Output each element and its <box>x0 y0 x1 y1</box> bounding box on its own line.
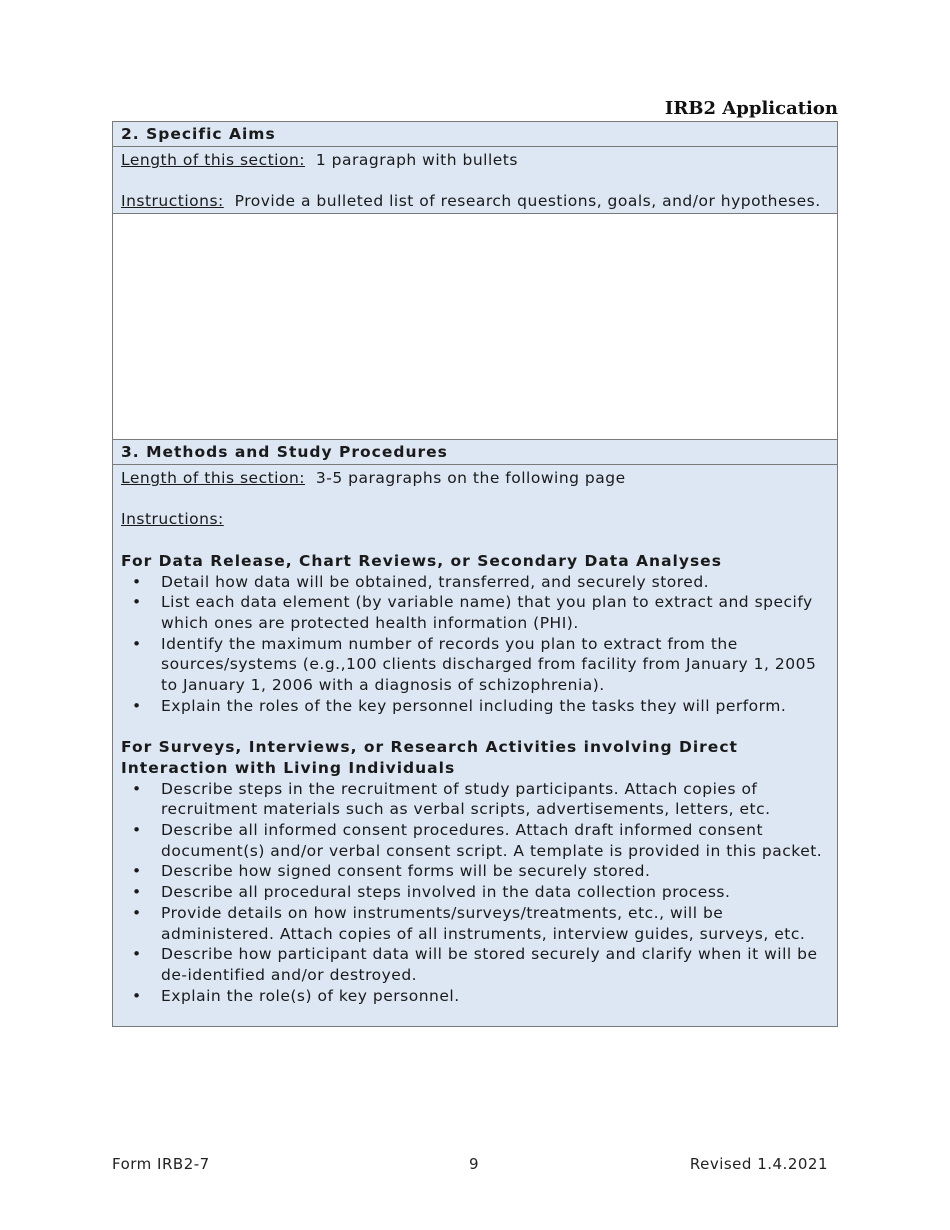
direct-interaction-heading: For Surveys, Interviews, or Research Activities involving Direct Interaction with Living Individuals <box>121 738 738 777</box>
list-item: • Detail how data will be obtained, transferred, and securely stored. <box>132 572 710 591</box>
list-item: • Explain the role(s) of key personnel. <box>132 986 460 1005</box>
section-3-heading: 3. Methods and Study Procedures <box>113 440 837 465</box>
irb-form-table <box>112 121 838 1027</box>
list-item: • Explain the roles of the key personnel including the tasks they will perform. <box>132 696 787 715</box>
direct-interaction-bullets <box>121 779 829 1007</box>
section-3-instructions <box>113 465 837 1026</box>
footer-form-id: Form IRB2-7 <box>112 1155 210 1173</box>
list-item: • Identify the maximum number of records you plan to extract from the sources/systems (e.g.,100 clients discharged from facility from January 1, 2005 to January 1, 2006 with a diagnosis of schizophrenia). <box>132 634 817 695</box>
list-item: • Describe all informed consent procedures. Attach draft informed consent document(s) and/or verbal consent script. A template is provided in this packet. <box>132 821 823 860</box>
footer-revised-date: Revised 1.4.2021 <box>689 1155 828 1173</box>
footer-page-number: 9 <box>469 1155 480 1173</box>
section-2-length <box>121 150 829 171</box>
length-label: Length of this section: <box>121 469 306 488</box>
data-release-heading: For Data Release, Chart Reviews, or Secondary Data Analyses <box>121 551 722 570</box>
section-2-response-area[interactable] <box>113 213 837 440</box>
list-item: • List each data element (by variable name) that you plan to extract and specify which ones are protected health information (PHI). <box>132 593 813 632</box>
list-item: • Describe how participant data will be stored securely and clarify when it will be de-identified and/or destroyed. <box>132 945 818 984</box>
length-label: Length of this section: <box>121 151 306 169</box>
data-release-bullets <box>121 572 829 717</box>
section-2-instructions-text <box>121 191 829 212</box>
list-item: • Describe steps in the recruitment of study participants. Attach copies of recruitment materials such as verbal scripts, advertisements, letters, etc. <box>132 779 771 819</box>
list-item: • Describe all procedural steps involved in the data collection process. <box>132 883 731 902</box>
length-value: 1 paragraph with bullets <box>315 151 518 169</box>
instructions-text: Provide a bulleted list of research questions, goals, and/or hypotheses. <box>234 192 821 211</box>
instructions-label: Instructions: <box>121 192 224 211</box>
instructions-label: Instructions: <box>121 510 224 529</box>
list-item: • Provide details on how instruments/surveys/treatments, etc., will be administered. Attach copies of all instruments, interview guides, surveys, etc. <box>132 903 806 943</box>
section-2-heading: 2. Specific Aims <box>113 122 837 147</box>
page-header-title: IRB2 Application <box>664 98 838 119</box>
length-value: 3-5 paragraphs on the following page <box>315 469 626 488</box>
section-2-instructions <box>113 147 837 213</box>
list-item: • Describe how signed consent forms will be securely stored. <box>132 862 651 881</box>
section-3-length <box>121 468 829 489</box>
